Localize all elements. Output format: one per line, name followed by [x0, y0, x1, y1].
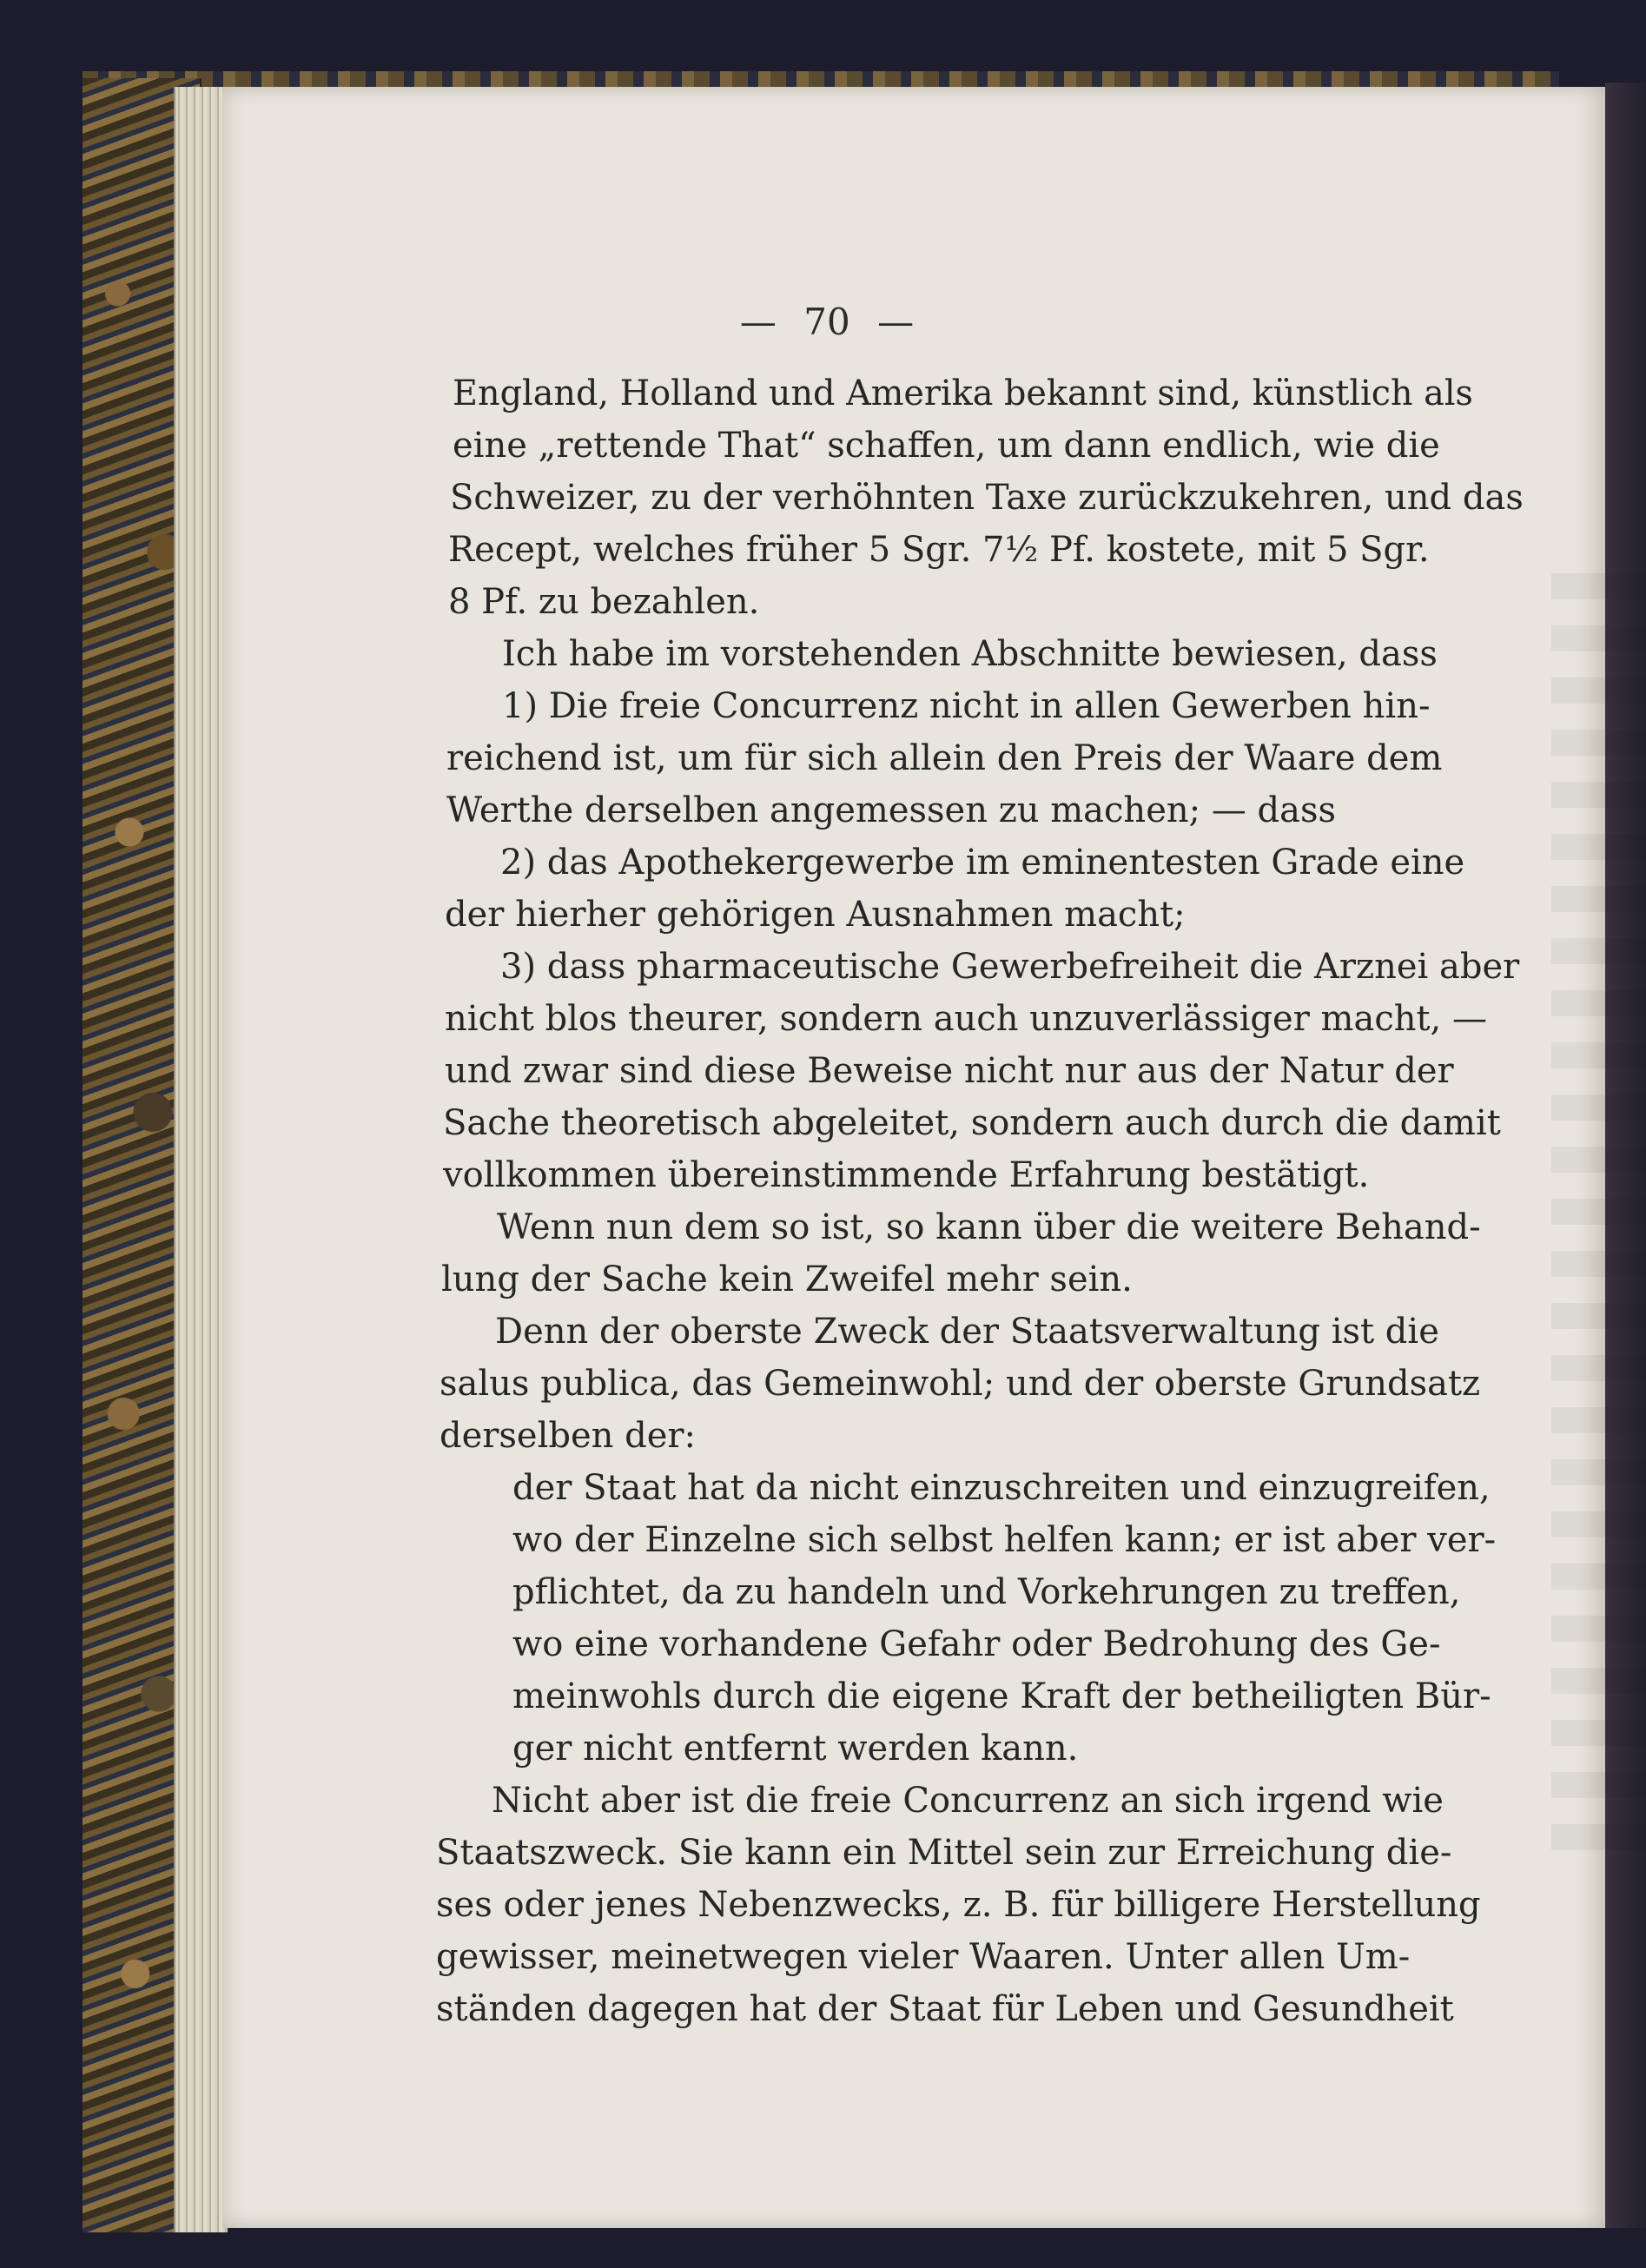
text-line: 8 Pf. zu bezahlen. [448, 582, 760, 622]
text-line: 2) das Apothekergewerbe im eminentesten Grade eine [500, 843, 1465, 883]
text-line: lung der Sache kein Zweifel mehr sein. [441, 1260, 1133, 1299]
text-line: Denn der oberste Zweck der Staatsverwaltung ist die [495, 1312, 1439, 1352]
text-line: ger nicht entfernt werden kann. [512, 1729, 1079, 1769]
text-line: 3) dass pharmaceutische Gewerbefreiheit die Arznei aber [500, 947, 1520, 987]
text-line: reichend ist, um für sich allein den Preis der Waare dem [446, 738, 1443, 778]
text-line: Wenn nun dem so ist, so kann über die weitere Behand- [497, 1207, 1481, 1247]
text-line: wo eine vorhandene Gefahr oder Bedrohung des Ge- [512, 1624, 1441, 1664]
text-line: Ich habe im vorstehenden Abschnitte bewiesen, dass [502, 634, 1438, 674]
text-line: Werthe derselben angemessen zu machen; — dass [446, 790, 1337, 830]
text-line: eine „rettende That“ schaffen, um dann endlich, wie die [453, 426, 1440, 466]
book-page [222, 87, 1605, 2228]
text-line: Staatszweck. Sie kann ein Mittel sein zur Erreichung die- [436, 1833, 1452, 1873]
text-line: und zwar sind diese Beweise nicht nur aus der Natur der [445, 1051, 1454, 1091]
text-line: nicht blos theurer, sondern auch unzuverlässiger macht, — [445, 999, 1487, 1039]
page-edges [174, 87, 228, 2232]
text-line: Nicht aber ist die freie Concurrenz an sich irgend wie [492, 1781, 1444, 1821]
text-line: der hierher gehörigen Ausnahmen macht; [445, 895, 1186, 935]
text-line: Sache theoretisch abgeleitet, sondern auch durch die damit [443, 1103, 1501, 1143]
text-line: gewisser, meinetwegen vieler Waaren. Unter allen Um- [436, 1937, 1411, 1977]
text-line: ses oder jenes Nebenzwecks, z. B. für billigere Herstellung [436, 1885, 1481, 1925]
text-line: vollkommen übereinstimmende Erfahrung bestätigt. [443, 1155, 1370, 1195]
text-line: Schweizer, zu der verhöhnten Taxe zurückzukehren, und das [450, 478, 1524, 518]
text-line: wo der Einzelne sich selbst helfen kann; er ist aber ver- [512, 1520, 1497, 1560]
text-line: Recept, welches früher 5 Sgr. 7½ Pf. kostete, mit 5 Sgr. [448, 530, 1430, 570]
text-line: der Staat hat da nicht einzuschreiten und einzugreifen, [512, 1468, 1491, 1508]
text-line: ständen dagegen hat der Staat für Leben und Gesundheit [436, 1989, 1454, 2029]
show-through-text [1551, 573, 1646, 1876]
text-line: derselben der: [440, 1416, 697, 1456]
text-line: meinwohls durch die eigene Kraft der betheiligten Bür- [512, 1676, 1491, 1716]
text-line: pflichtet, da zu handeln und Vorkehrungen zu treffen, [512, 1572, 1461, 1612]
text-line: salus publica, das Gemeinwohl; und der oberste Grundsatz [440, 1364, 1481, 1404]
text-line: 1) Die freie Concurrenz nicht in allen Gewerben hin- [502, 686, 1431, 726]
text-line: England, Holland und Amerika bekannt sind, künstlich als [453, 374, 1473, 413]
page-number: — 70 — [739, 301, 915, 343]
